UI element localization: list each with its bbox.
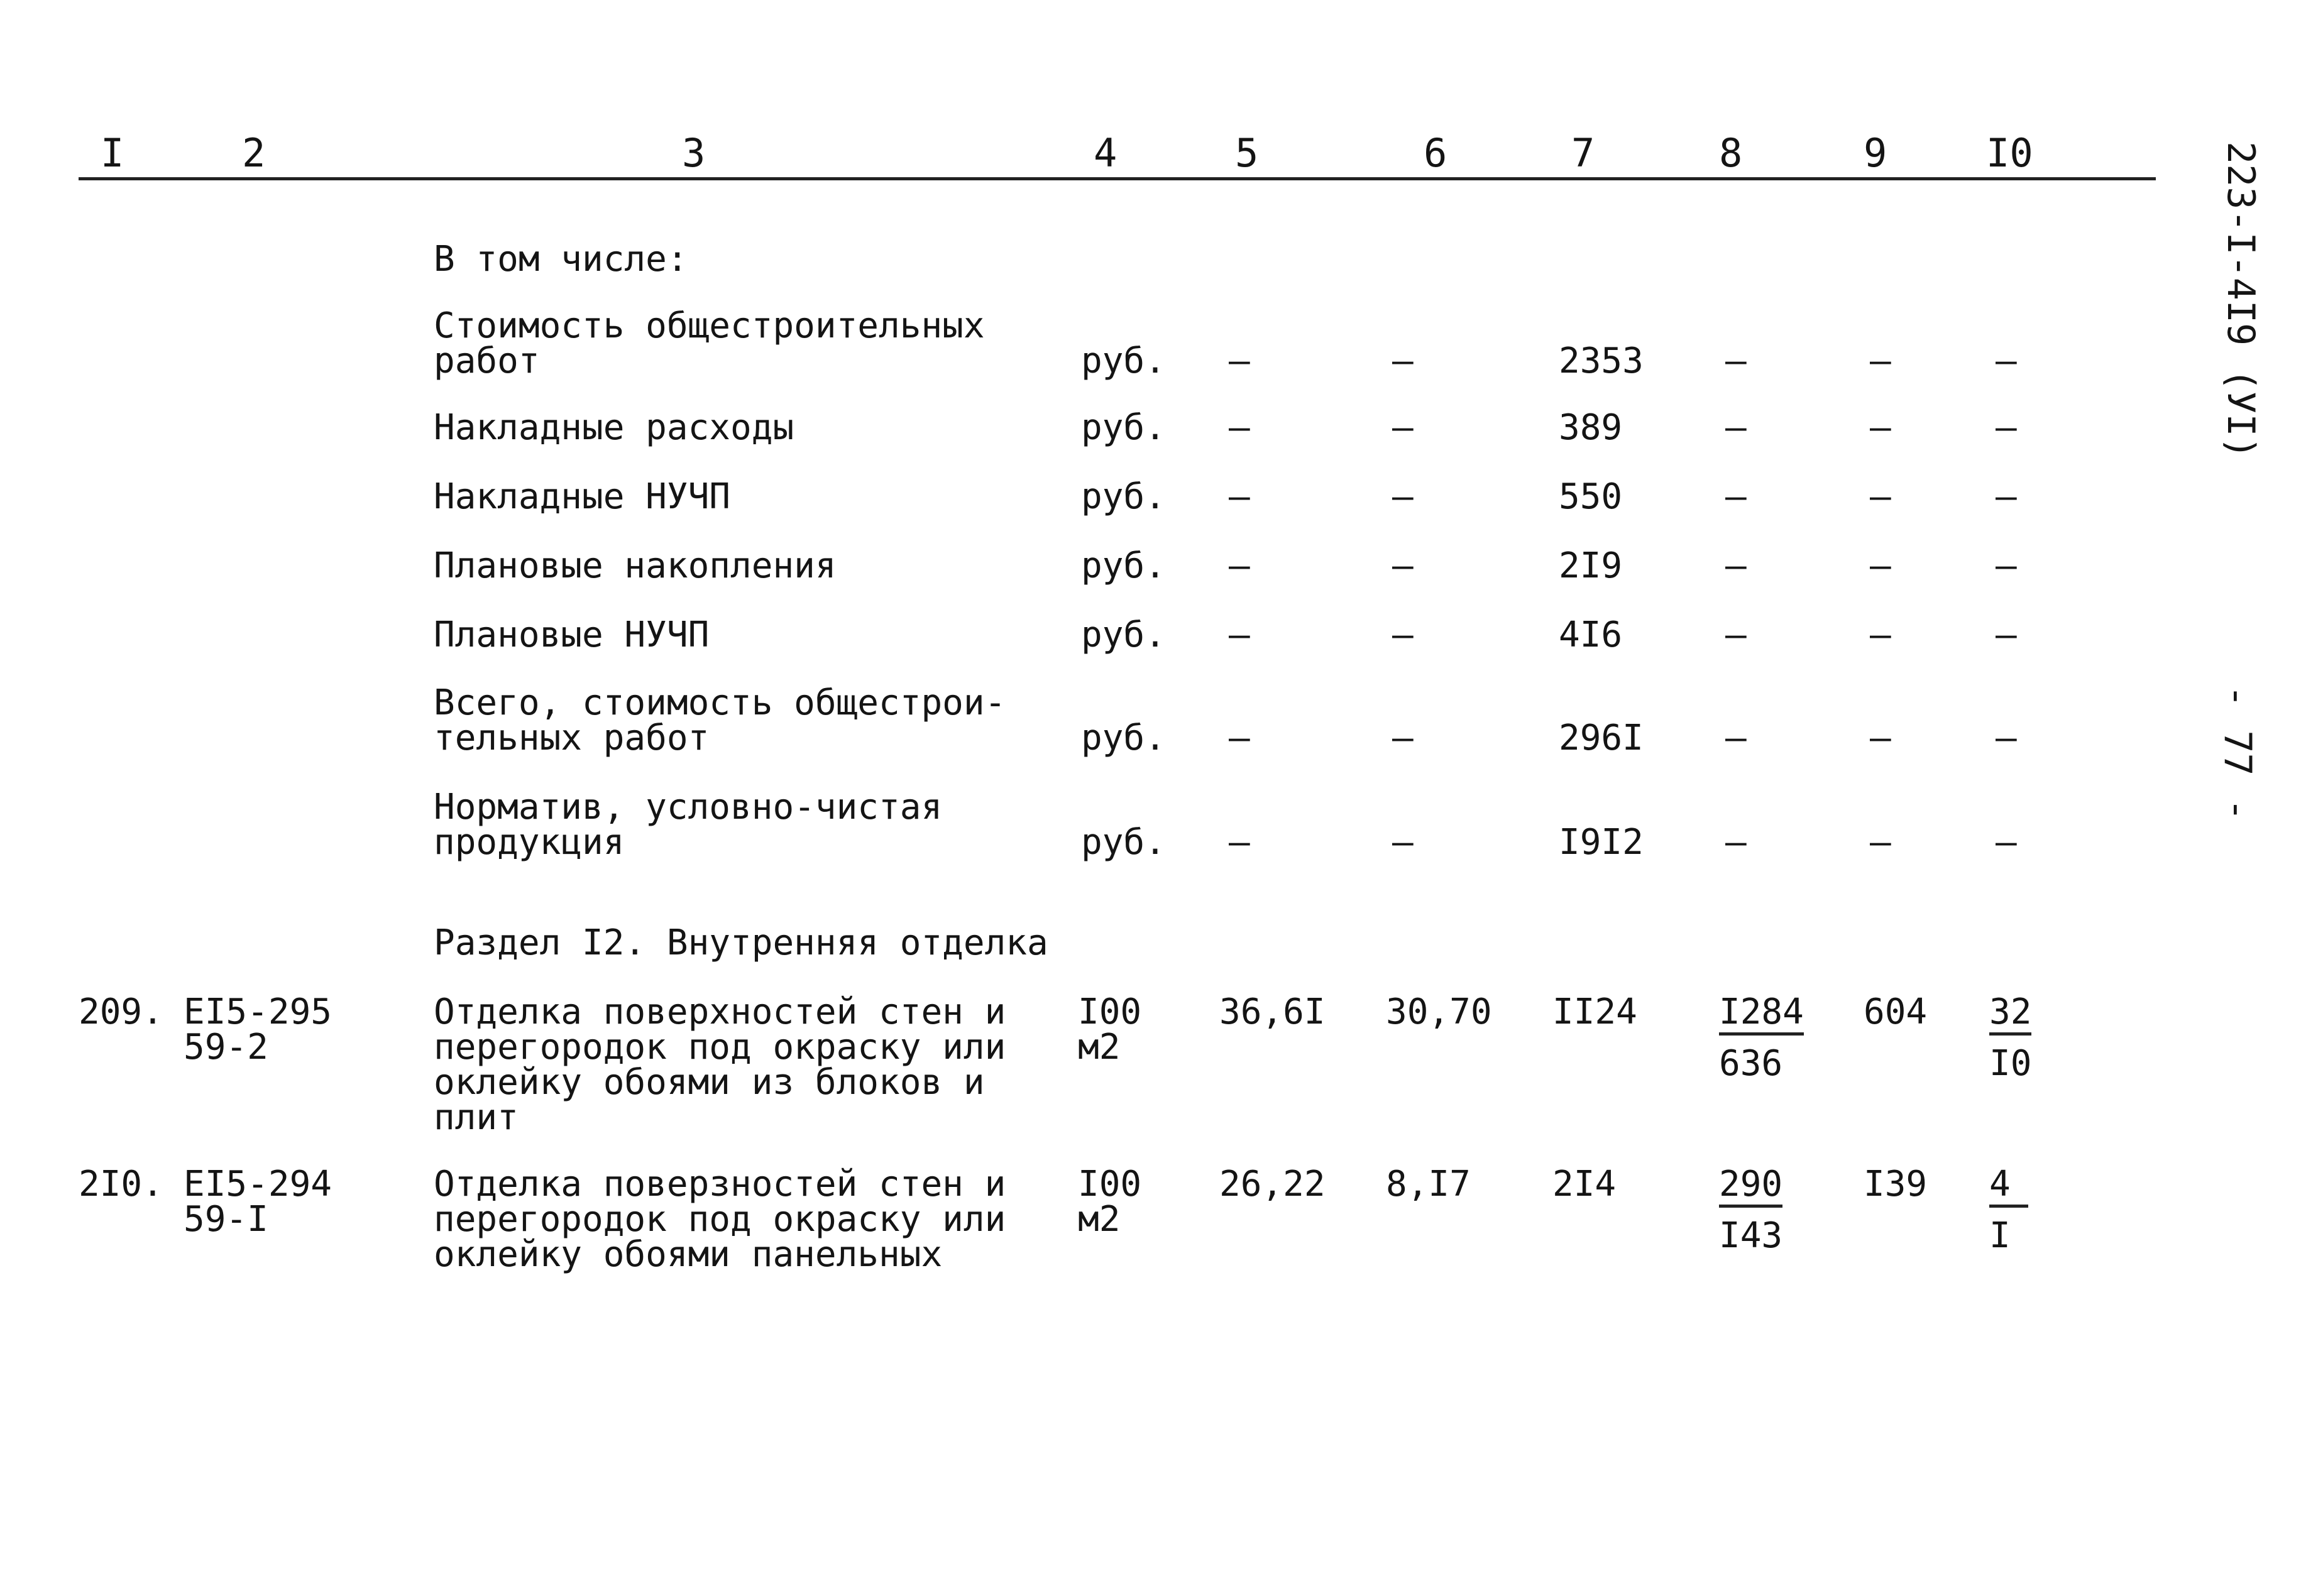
row-name-line2: тельных работ (434, 718, 710, 758)
item-code: EI5-294 (184, 1164, 332, 1205)
row-name-line1: Всего, стоимость общестрои- (434, 682, 1006, 723)
row-col9: – (1870, 545, 1891, 586)
item-col10-bottom: I (1989, 1215, 2011, 1256)
row-col5: – (1229, 615, 1250, 655)
item-unit: м2 (1078, 1027, 1121, 1068)
item-code: EI5-295 (184, 992, 332, 1032)
item-col6: 8,I7 (1386, 1164, 1471, 1205)
item-desc-line: Отделка поверхностей стен и (434, 992, 1006, 1032)
subtotals-heading: В том числе: (434, 239, 688, 280)
row-col5: – (1229, 822, 1250, 863)
document-code: 223-I-4I9 (УI) (2219, 141, 2263, 459)
row-col7: 4I6 (1559, 615, 1623, 655)
item-unit-qty: I00 (1078, 1164, 1142, 1205)
item-col8-top: I284 (1719, 994, 1804, 1036)
row-col5: – (1229, 476, 1250, 517)
column-number-2: 2 (242, 130, 266, 176)
row-name-line1: Накладные расходы (434, 407, 794, 448)
row-col6: – (1392, 407, 1414, 448)
row-unit: руб. (1081, 615, 1166, 655)
item-unit-qty: I00 (1078, 992, 1142, 1032)
item-code-line2: 59-I (184, 1199, 268, 1240)
item-desc-line: оклейку обоями панельных (434, 1234, 943, 1275)
row-col8: – (1725, 341, 1747, 381)
row-col7: 2I9 (1559, 545, 1623, 586)
row-col6: – (1392, 615, 1414, 655)
row-col5: – (1229, 718, 1250, 758)
row-col10: – (1996, 545, 2017, 586)
column-number-5: 5 (1235, 130, 1259, 176)
row-col9: – (1870, 615, 1891, 655)
item-desc-line: перегородок под окраску или (434, 1027, 1006, 1068)
item-col9: I39 (1864, 1164, 1928, 1205)
row-col6: – (1392, 545, 1414, 586)
column-number-8: 8 (1719, 130, 1743, 176)
row-col9: – (1870, 476, 1891, 517)
row-col8: – (1725, 822, 1747, 863)
column-number-4: 4 (1094, 130, 1118, 176)
row-name-line1: Плановые накопления (434, 545, 837, 586)
item-col6: 30,70 (1386, 992, 1492, 1032)
row-col5: – (1229, 407, 1250, 448)
row-col8: – (1725, 545, 1747, 586)
row-col7: 550 (1559, 476, 1623, 517)
row-col8: – (1725, 476, 1747, 517)
item-col9: 604 (1864, 992, 1928, 1032)
row-col9: – (1870, 718, 1891, 758)
row-col5: – (1229, 545, 1250, 586)
column-number-10: I0 (1986, 130, 2033, 176)
row-name-line2: работ (434, 341, 540, 381)
row-col7: 389 (1559, 407, 1623, 448)
row-col10: – (1996, 718, 2017, 758)
row-name-line1: Норматив, условно-чистая (434, 787, 943, 828)
row-unit: руб. (1081, 341, 1166, 381)
section-title: Раздел I2. Внутренняя отделка (434, 922, 1048, 963)
item-col10-top: 32 (1989, 994, 2031, 1036)
item-col8-bottom: I43 (1719, 1215, 1783, 1256)
row-col8: – (1725, 718, 1747, 758)
item-col8-bottom: 636 (1719, 1043, 1783, 1084)
item-col5: 26,22 (1219, 1164, 1326, 1205)
page-number: - 77 - (2216, 685, 2260, 821)
column-number-1: I (101, 130, 124, 176)
row-name-line1: Плановые НУЧП (434, 615, 710, 655)
item-col10-bottom: I0 (1989, 1043, 2032, 1084)
item-number: 209. (79, 992, 163, 1032)
item-col7: II24 (1552, 992, 1637, 1032)
row-col7: 296I (1559, 718, 1644, 758)
row-unit: руб. (1081, 545, 1166, 586)
item-desc-line: перегородок под окраску или (434, 1199, 1006, 1240)
row-col6: – (1392, 822, 1414, 863)
item-col10-top: 4 (1989, 1166, 2028, 1208)
item-unit: м2 (1078, 1199, 1121, 1240)
row-unit: руб. (1081, 407, 1166, 448)
row-col10: – (1996, 407, 2017, 448)
column-number-6: 6 (1424, 130, 1447, 176)
row-unit: руб. (1081, 822, 1166, 863)
column-number-3: 3 (682, 130, 706, 176)
item-code-line2: 59-2 (184, 1027, 268, 1068)
item-number: 2I0. (79, 1164, 163, 1205)
row-col9: – (1870, 407, 1891, 448)
row-col10: – (1996, 822, 2017, 863)
row-name-line1: Накладные НУЧП (434, 476, 731, 517)
item-col7: 2I4 (1552, 1164, 1617, 1205)
row-col10: – (1996, 476, 2017, 517)
item-desc-line: Отделка поверзностей стен и (434, 1164, 1006, 1205)
row-col8: – (1725, 407, 1747, 448)
header-rule (79, 177, 2156, 180)
item-desc-line: оклейку обоями из блоков и (434, 1062, 985, 1103)
row-col7: 2353 (1559, 341, 1644, 381)
row-col10: – (1996, 341, 2017, 381)
row-col9: – (1870, 341, 1891, 381)
item-col5: 36,6I (1219, 992, 1326, 1032)
row-unit: руб. (1081, 476, 1166, 517)
row-col7: I9I2 (1559, 822, 1644, 863)
row-unit: руб. (1081, 718, 1166, 758)
item-col8-top: 290 (1719, 1166, 1782, 1208)
row-name-line1: Стоимость общестроительных (434, 305, 985, 346)
row-col6: – (1392, 476, 1414, 517)
item-desc-line: плит (434, 1097, 519, 1138)
column-number-7: 7 (1571, 130, 1595, 176)
row-col8: – (1725, 615, 1747, 655)
row-col10: – (1996, 615, 2017, 655)
row-col6: – (1392, 341, 1414, 381)
row-col5: – (1229, 341, 1250, 381)
row-col6: – (1392, 718, 1414, 758)
column-number-9: 9 (1864, 130, 1887, 176)
row-name-line2: продукция (434, 822, 625, 863)
row-col9: – (1870, 822, 1891, 863)
